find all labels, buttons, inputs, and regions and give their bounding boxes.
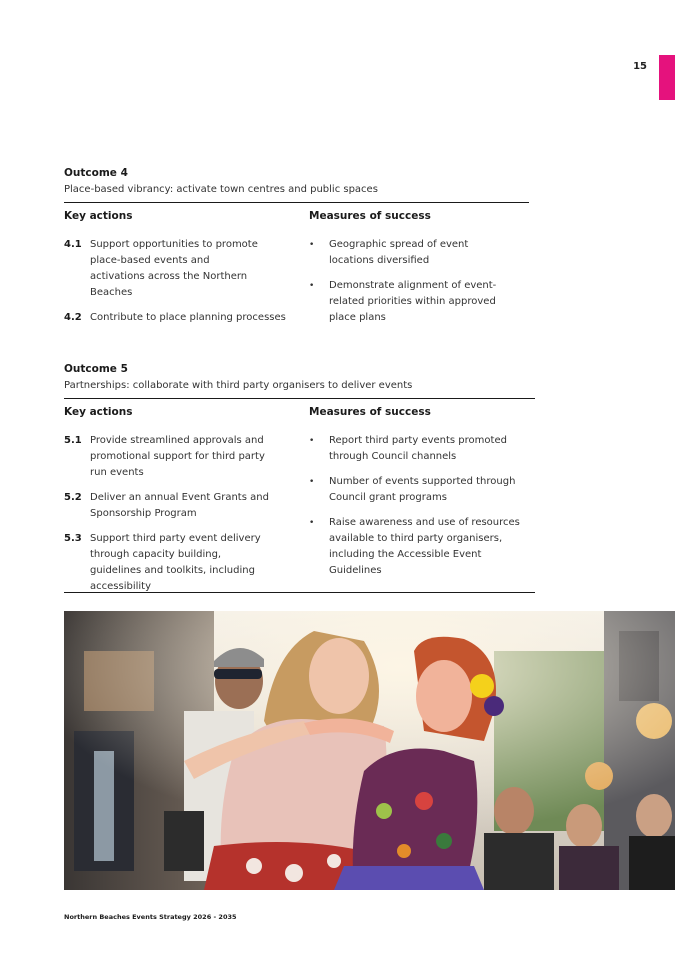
action-item [64, 310, 286, 326]
bullet-icon: • [309, 240, 315, 250]
action-number: 4.1 [64, 239, 82, 250]
event-dancing-photo [64, 611, 675, 890]
outcome-5-bottom-divider [64, 592, 535, 593]
outcome-4-key-actions-heading: Key actions [64, 210, 133, 222]
action-number: 5.2 [64, 492, 82, 503]
bullet-icon: • [309, 436, 315, 446]
measure-item [309, 515, 534, 579]
action-item [64, 490, 274, 522]
action-number: 4.2 [64, 312, 82, 323]
action-text: Support third party event delivery through capacity building, guidelines and toolkits, including accessibility [90, 533, 261, 592]
outcome-5-section [64, 362, 535, 594]
outcome-5-measures-list [309, 433, 534, 588]
measure-item [309, 278, 509, 326]
outcome-4-measures-heading: Measures of success [309, 210, 431, 222]
outcome-5-key-actions-heading: Key actions [64, 406, 133, 418]
action-item [64, 433, 274, 481]
measure-item [309, 433, 534, 465]
measure-text: Demonstrate alignment of event-related priorities within approved place plans [329, 280, 497, 323]
measure-text: Number of events supported through Council grant programs [329, 476, 516, 503]
measure-text: Raise awareness and use of resources available to third party organisers, including the Accessible Event Guidelines [329, 517, 520, 576]
photo-illustration [64, 611, 675, 890]
page-number: 15 [633, 61, 647, 72]
outcome-4-title: Outcome 4 [64, 167, 128, 179]
outcome-4-actions-list [64, 237, 286, 335]
action-text: Contribute to place planning processes [90, 312, 286, 323]
action-text: Provide streamlined approvals and promotional support for third party run events [90, 435, 265, 478]
page-accent-tab [659, 55, 675, 100]
action-number: 5.1 [64, 435, 82, 446]
measure-item [309, 474, 534, 506]
outcome-4-measures-list [309, 237, 509, 335]
outcome-5-title: Outcome 5 [64, 363, 128, 375]
action-text: Support opportunities to promote place-based events and activations across the Northern Beaches [90, 239, 258, 298]
measure-text: Geographic spread of event locations diversified [329, 239, 469, 266]
action-text: Deliver an annual Event Grants and Sponsorship Program [90, 492, 269, 519]
outcome-4-section [64, 166, 529, 336]
bullet-icon: • [309, 518, 315, 528]
outcome-4-subtitle: Place-based vibrancy: activate town centres and public spaces [64, 184, 378, 195]
outcome-5-actions-list [64, 433, 274, 604]
outcome-5-measures-heading: Measures of success [309, 406, 431, 418]
bullet-icon: • [309, 281, 315, 291]
outcome-5-divider [64, 398, 535, 399]
outcome-5-subtitle: Partnerships: collaborate with third party organisers to deliver events [64, 380, 413, 391]
measure-text: Report third party events promoted through Council channels [329, 435, 507, 462]
footer-title: Northern Beaches Events Strategy 2026 - 2035 [64, 913, 237, 921]
action-number: 5.3 [64, 533, 82, 544]
outcome-4-divider [64, 202, 529, 203]
measure-item [309, 237, 509, 269]
bullet-icon: • [309, 477, 315, 487]
action-item [64, 237, 264, 301]
action-item [64, 531, 274, 595]
